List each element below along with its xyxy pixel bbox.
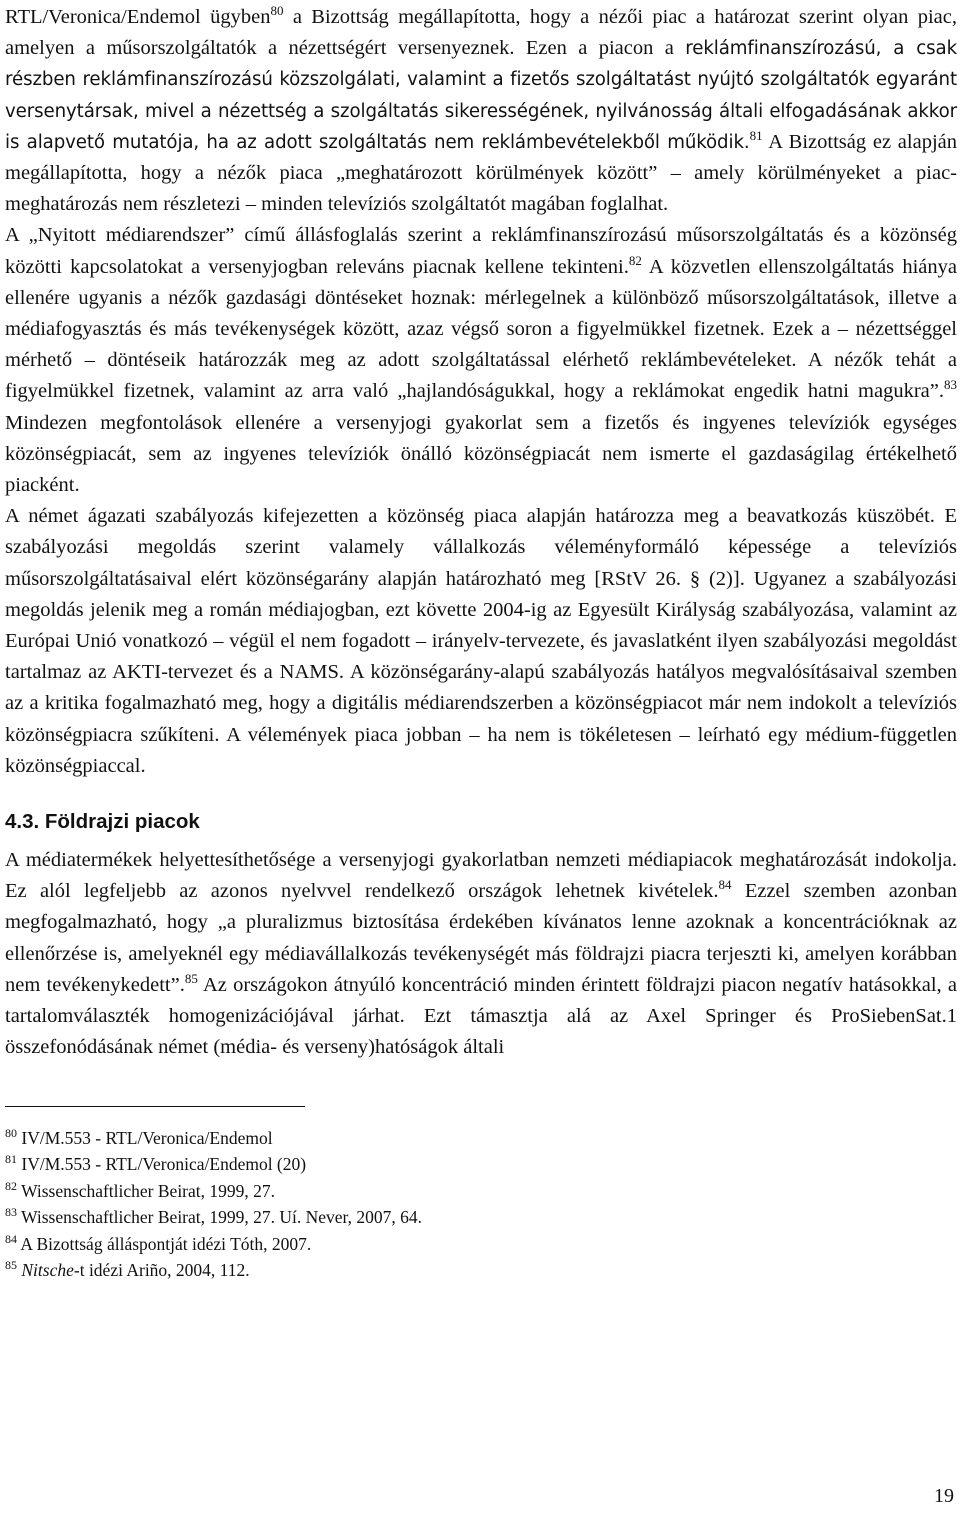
text-segment: A Bizottság ez alapján megállapította, hogy a nézők piaca „meghatározott körülmények között” – amely körülményeket a piac-meghatározás nem részletezi – minden televíziós szolgáltatót magában foglalhat. (5, 130, 957, 216)
page-number: 19 (934, 1485, 954, 1507)
footnote-number: 83 (5, 1205, 17, 1219)
document-page (5, 2, 957, 1284)
footnote-ref-82: 82 (628, 252, 642, 268)
text-segment: A közvetlen ellenszolgáltatás hiánya ellenére ugyanis a nézők gazdasági döntéseket hoznak: mérlegelnek a különböző műsorszolgáltatások, illetve a médiafogyasztás és más tevékenységek között, azaz végső soron a figyelmükkel fizetnek. Ezek a – nézettséggel mérhető – döntéseik határozzák meg az adott szolgáltatással elérhető reklámbevételeket. A nézők tehát a figyelmükkel fizetnek, valamint az arra való „hajlandóságukkal, hogy a reklámokat engedik hatni magukra”. (5, 255, 957, 403)
footnote-84 (5, 1231, 957, 1258)
footnote-number: 81 (5, 1152, 17, 1166)
paragraph-german-regulation (5, 501, 957, 782)
footnote-number: 82 (5, 1178, 17, 1193)
text-segment: A médiatermékek helyettesíthetősége a versenyjogi gyakorlatban nemzeti médiapiacok meghatározását indokolja. Ez alól legfeljebb az azonos nyelvvel rendelkező országok lehetnek kivételek. (5, 849, 957, 903)
text-segment: RTL/Veronica/Endemol ügyben (5, 6, 271, 28)
text-segment-sans: reklámfinanszírozású, a csak részben reklámfinanszírozású közszolgálati, valamint a fizetős szolgáltatást nyújtó szolgáltatók egyaránt versenytársak, mivel a nézettség a szolgáltatás sikerességének, nyilvánosság általi elfogadásának akkor is alapvető mutatója, ha az adott szolgáltatás nem reklámbevételekből működik. (5, 38, 958, 153)
text-segment: Ezzel szemben azonban megfogalmazható, hogy „a pluralizmus biztosítása érdekében kívánatos lenne azoknak a koncentrációknak az ellenőrzése is, amelyeknél egy médiavállalkozás tevékenységét más földrajzi piacra terjeszti ki, amelyen korábban nem tevékenykedett”. (5, 880, 957, 996)
footnote-text: IV/M.553 - RTL/Veronica/Endemol (20) (21, 1154, 307, 1174)
footnote-number: 85 (5, 1258, 17, 1272)
text-segment: A „Nyitott médiarendszer” című állásfoglalás szerint a reklámfinanszírozású műsorszolgáltatás és a közönség közötti kapcsolatokat a versenyjogban releváns piacnak kellene tekinteni. (5, 224, 957, 278)
paragraph-market-intro (5, 2, 957, 220)
body-text (5, 2, 957, 1064)
footnote-number: 80 (5, 1125, 17, 1140)
footnote-text: A Bizottság álláspontját idézi Tóth, 2007. (20, 1233, 312, 1254)
footnote-ref-80: 80 (270, 3, 284, 18)
footnote-text-italic: Nitsche (21, 1260, 74, 1280)
footnotes (5, 1125, 957, 1284)
footnote-ref-85: 85 (184, 970, 198, 986)
text-segment: a Bizottság megállapította, hogy a nézői piac a határozat szerint olyan piac, amelyen a műsorszolgáltatók a nézettségért versenyeznek. Ezen a piacon a (5, 6, 957, 60)
footnote-text: IV/M.553 - RTL/Veronica/Endemol (21, 1127, 273, 1148)
footnote-ref-84: 84 (718, 877, 732, 893)
text-segment: Az országokon átnyúló koncentráció minden érintett földrajzi piacon negatív hatásokkal, a tartalomválaszték homogenizációjával járhat. Ezt támasztja alá az Axel Springer és ProSiebenSat.1 összefonódásának német (média- és verseny)hatóságok általi (5, 973, 957, 1059)
footnote-85 (5, 1257, 957, 1284)
footnote-text: -t idézi Ariño, 2004, 112. (73, 1260, 250, 1280)
paragraph-open-media-system (5, 220, 957, 501)
section-heading: 4.3. Földrajzi piacok (5, 810, 200, 834)
paragraph-geographic-markets (5, 845, 957, 1063)
text-segment: A német ágazati szabályozás kifejezetten a közönség piaca alapján határozza meg a beavatkozás küszöbét. E szabályozási megoldás szerint valamely vállalkozás véleményformáló képessége a televíziós műsorszolgáltatásaival elért közönségarány alapján határozható meg [RStV 26. § (2)]. Ugyanez a szabályozási megoldás jelenik meg a román médiajogban, ezt követte 2004-ig az Egyesült Királyság szabályozása, valamint az Európai Unió vonatkozó – végül el nem fogadott – irányelv-tervezete, és javaslatként ilyen szabályozási megoldást tartalmaz az AKTI-tervezet és a NAMS. A közönségarány-alapú szabályozás hatályos megvalósításaival szemben az a kritika fogalmazható meg, hogy a digitális médiarendszerben a közönségpiacot már nem indokolt a televíziós közönségpiacra szűkíteni. A vélemények piaca jobban – ha nem is tökéletesen – leírható egy médium-független közönségpiaccal. (5, 505, 957, 777)
text-segment: Mindezen megfontolások ellenére a versenyjogi gyakorlat sem a fizetős és ingyenes televíziók egységes közönségpiacát, sem az ingyenes televíziók önálló közönségpiacát nem ismerte el gazdaságilag értékelhető piacként. (5, 411, 957, 497)
footnote-ref-83: 83 (944, 377, 957, 393)
footnote-ref-81: 81 (749, 127, 763, 143)
footnote-81 (5, 1151, 957, 1178)
footnote-80 (5, 1125, 957, 1152)
footnote-text: Wissenschaftlicher Beirat, 1999, 27. Uí. Never, 2007, 64. (21, 1207, 423, 1227)
footnote-text: Wissenschaftlicher Beirat, 1999, 27. (21, 1180, 276, 1201)
footnote-82 (5, 1178, 957, 1205)
footnote-number: 84 (5, 1231, 17, 1246)
footnote-83 (5, 1204, 957, 1231)
footnote-divider (5, 1106, 305, 1107)
